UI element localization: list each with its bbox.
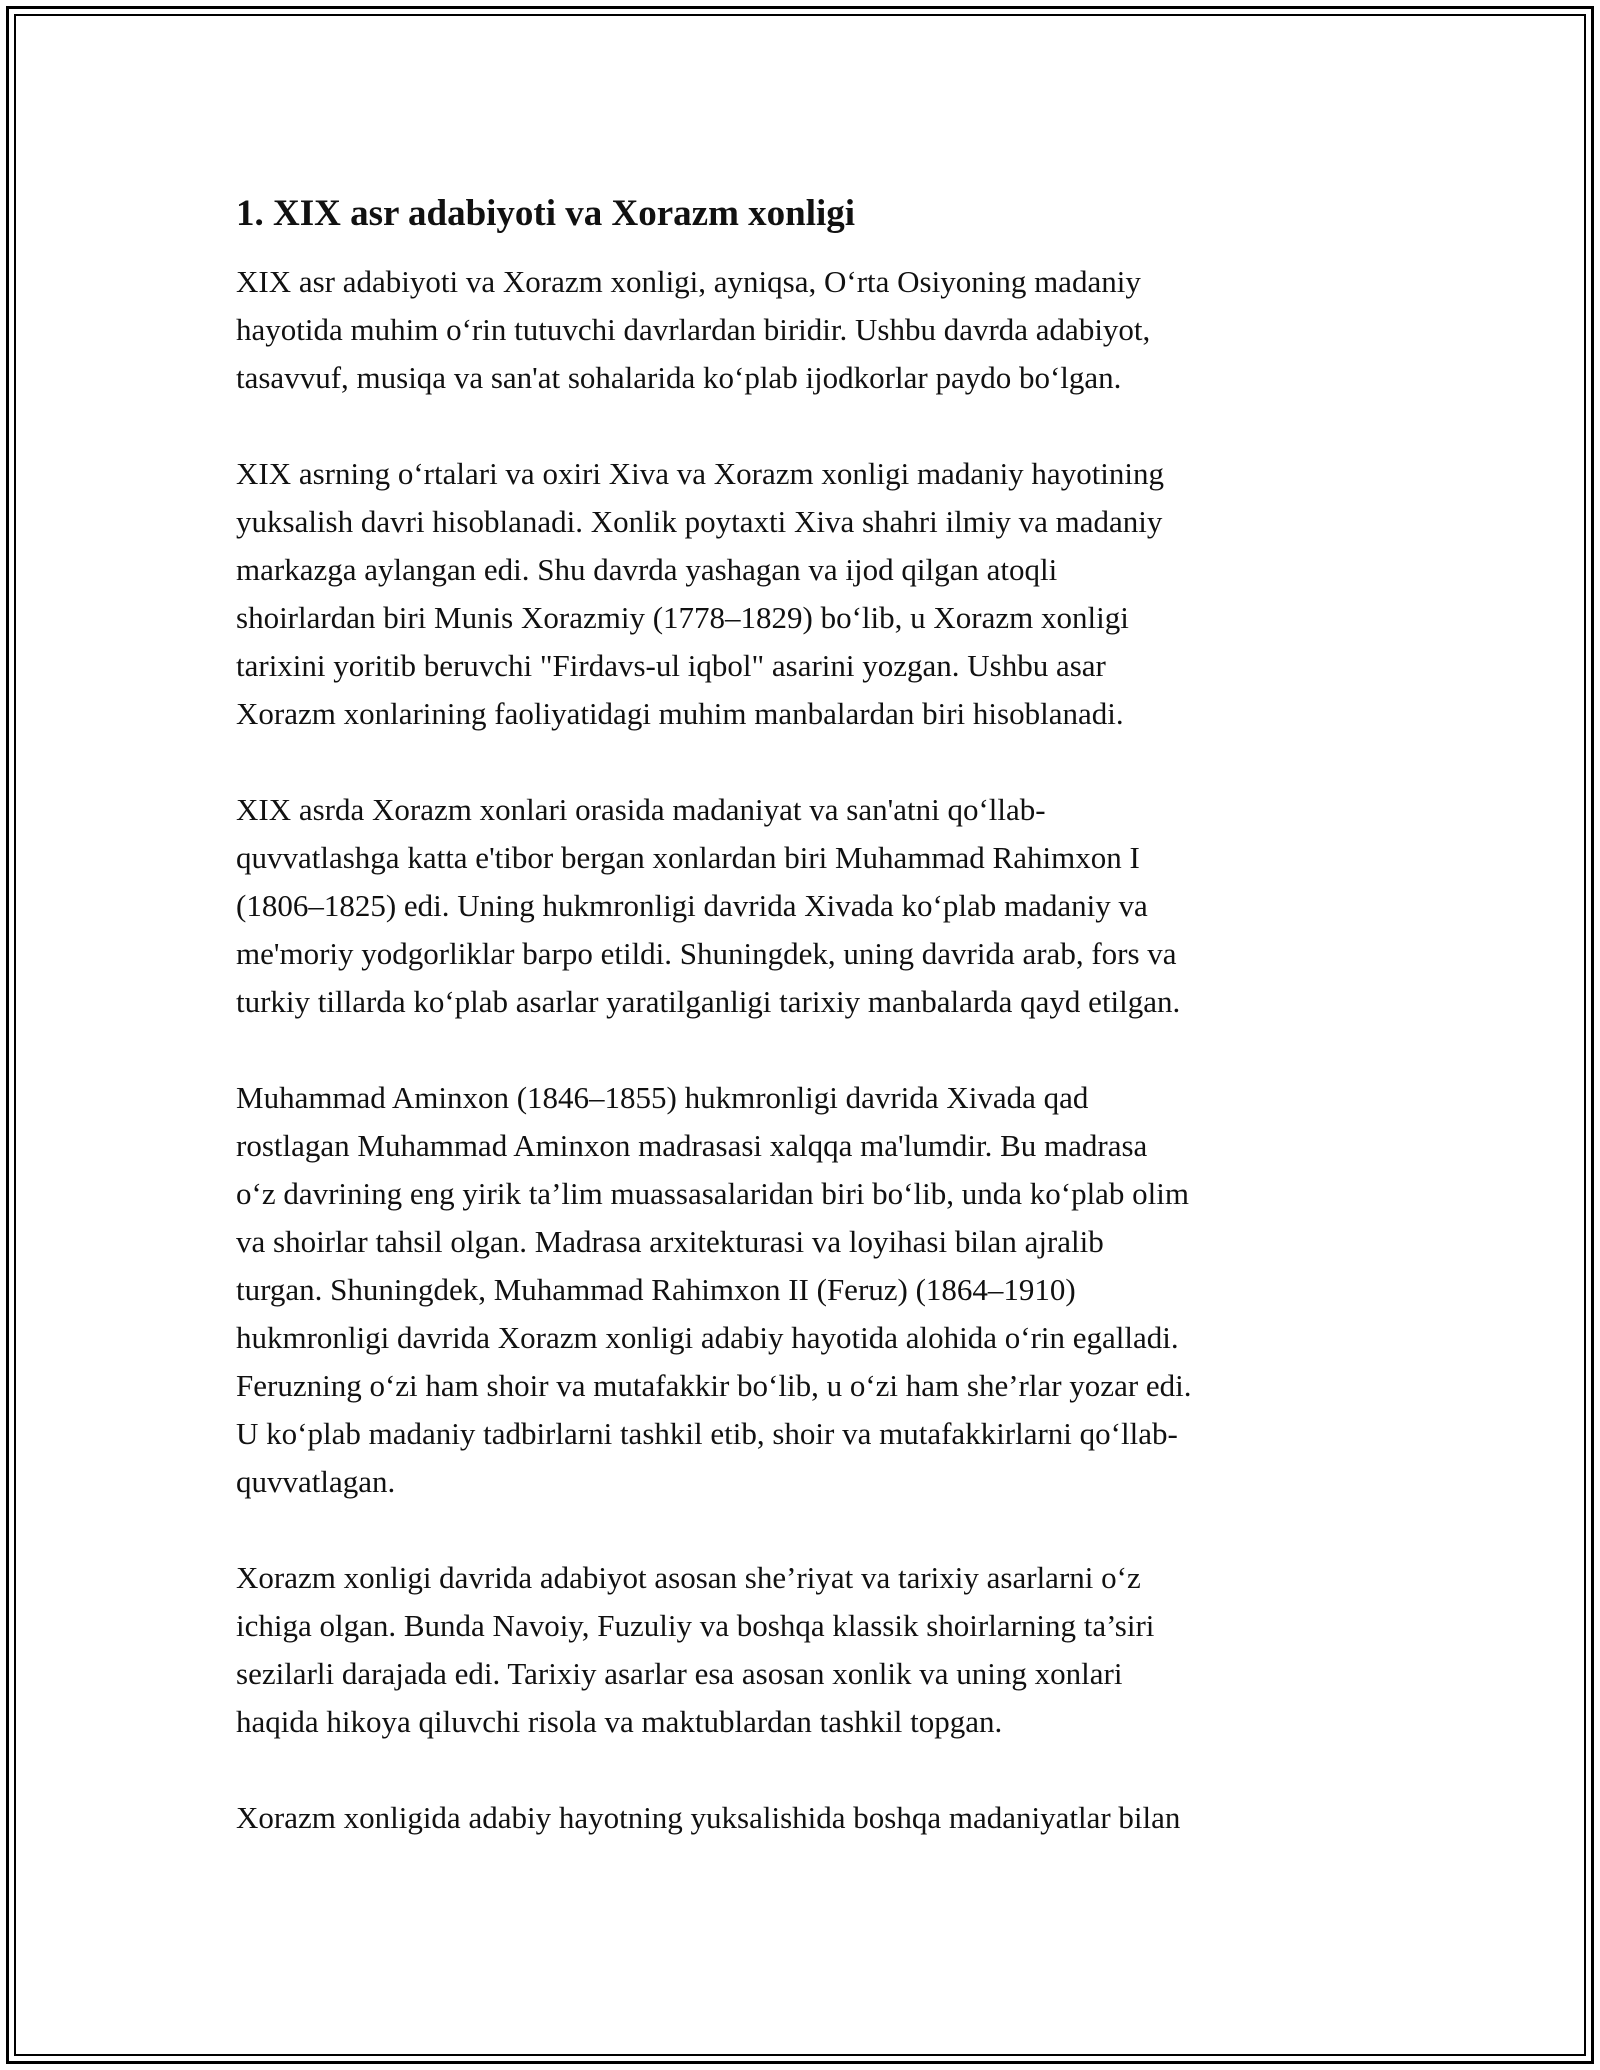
paragraph-line: hukmronligi davrida Xorazm xonligi adabiy hayotida alohida o‘rin egalladi.: [236, 1320, 1179, 1355]
paragraph-line: sezilarli darajada edi. Tarixiy asarlar esa asosan xonlik va uning xonlari: [236, 1656, 1123, 1691]
paragraph-line: hayotida muhim o‘rin tutuvchi davrlardan biridir. Ushbu davrda adabiyot,: [236, 312, 1151, 347]
paragraph-3: [236, 786, 1366, 1026]
paragraph-line: Feruzning o‘zi ham shoir va mutafakkir bo‘lib, u o‘zi ham she’rlar yozar edi.: [236, 1368, 1192, 1403]
paragraph-line: XIX asrning o‘rtalari va oxiri Xiva va Xorazm xonligi madaniy hayotining: [236, 456, 1165, 491]
paragraph-line: turkiy tillarda ko‘plab asarlar yaratilganligi tarixiy manbalarda qayd etilgan.: [236, 984, 1181, 1019]
paragraph-2: [236, 450, 1366, 738]
paragraph-line: o‘z davrining eng yirik ta’lim muassasalaridan biri bo‘lib, unda ko‘plab olim: [236, 1176, 1190, 1211]
document-body: [236, 188, 1366, 1890]
paragraph-line: va shoirlar tahsil olgan. Madrasa arxitekturasi va loyihasi bilan ajralib: [236, 1224, 1104, 1259]
paragraph-line: Xorazm xonlarining faoliyatidagi muhim manbalardan biri hisoblanadi.: [236, 696, 1124, 731]
paragraph-line: markazga aylangan edi. Shu davrda yashagan va ijod qilgan atoqli: [236, 552, 1058, 587]
paragraph-line: ichiga olgan. Bunda Navoiy, Fuzuliy va boshqa klassik shoirlarning ta’siri: [236, 1608, 1155, 1643]
paragraph-line: Muhammad Aminxon (1846–1855) hukmronligi davrida Xivada qad: [236, 1080, 1089, 1115]
paragraph-line: (1806–1825) edi. Uning hukmronligi davrida Xivada ko‘plab madaniy va: [236, 888, 1148, 923]
paragraph-line: shoirlardan biri Munis Xorazmiy (1778–1829) bo‘lib, u Xorazm xonligi: [236, 600, 1129, 635]
paragraph-line: yuksalish davri hisoblanadi. Xonlik poytaxti Xiva shahri ilmiy va madaniy: [236, 504, 1163, 539]
section-heading: 1. XIX asr adabiyoti va Xorazm xonligi: [236, 193, 856, 234]
paragraph-line: XIX asr adabiyoti va Xorazm xonligi, ayniqsa, O‘rta Osiyoning madaniy: [236, 264, 1141, 299]
paragraph-line: Xorazm xonligida adabiy hayotning yuksalishida boshqa madaniyatlar bilan: [236, 1800, 1181, 1835]
paragraph-line: turgan. Shuningdek, Muhammad Rahimxon II (Feruz) (1864–1910): [236, 1272, 1076, 1307]
paragraph-line: rostlagan Muhammad Aminxon madrasasi xalqqa ma'lumdir. Bu madrasa: [236, 1128, 1148, 1163]
paragraph-line: tarixini yoritib beruvchi "Firdavs-ul iqbol" asarini yozgan. Ushbu asar: [236, 648, 1106, 683]
paragraph-1: [236, 258, 1366, 402]
paragraph-line: me'moriy yodgorliklar barpo etildi. Shuningdek, uning davrida arab, fors va: [236, 936, 1177, 971]
paragraph-line: XIX asrda Xorazm xonlari orasida madaniyat va san'atni qo‘llab-: [236, 792, 1046, 827]
paragraph-5: [236, 1554, 1366, 1746]
paragraph-line: quvvatlashga katta e'tibor bergan xonlardan biri Muhammad Rahimxon I: [236, 840, 1140, 875]
paragraph-line: U ko‘plab madaniy tadbirlarni tashkil etib, shoir va mutafakkirlarni qo‘llab-: [236, 1416, 1178, 1451]
paragraph-line: Xorazm xonligi davrida adabiyot asosan she’riyat va tarixiy asarlarni o‘z: [236, 1560, 1141, 1595]
paragraph-4: [236, 1074, 1366, 1506]
paragraph-6: [236, 1794, 1366, 1842]
paragraph-line: quvvatlagan.: [236, 1464, 396, 1499]
paragraph-line: haqida hikoya qiluvchi risola va maktublardan tashkil topgan.: [236, 1704, 1003, 1739]
paragraph-line: tasavvuf, musiqa va san'at sohalarida ko‘plab ijodkorlar paydo bo‘lgan.: [236, 360, 1122, 395]
